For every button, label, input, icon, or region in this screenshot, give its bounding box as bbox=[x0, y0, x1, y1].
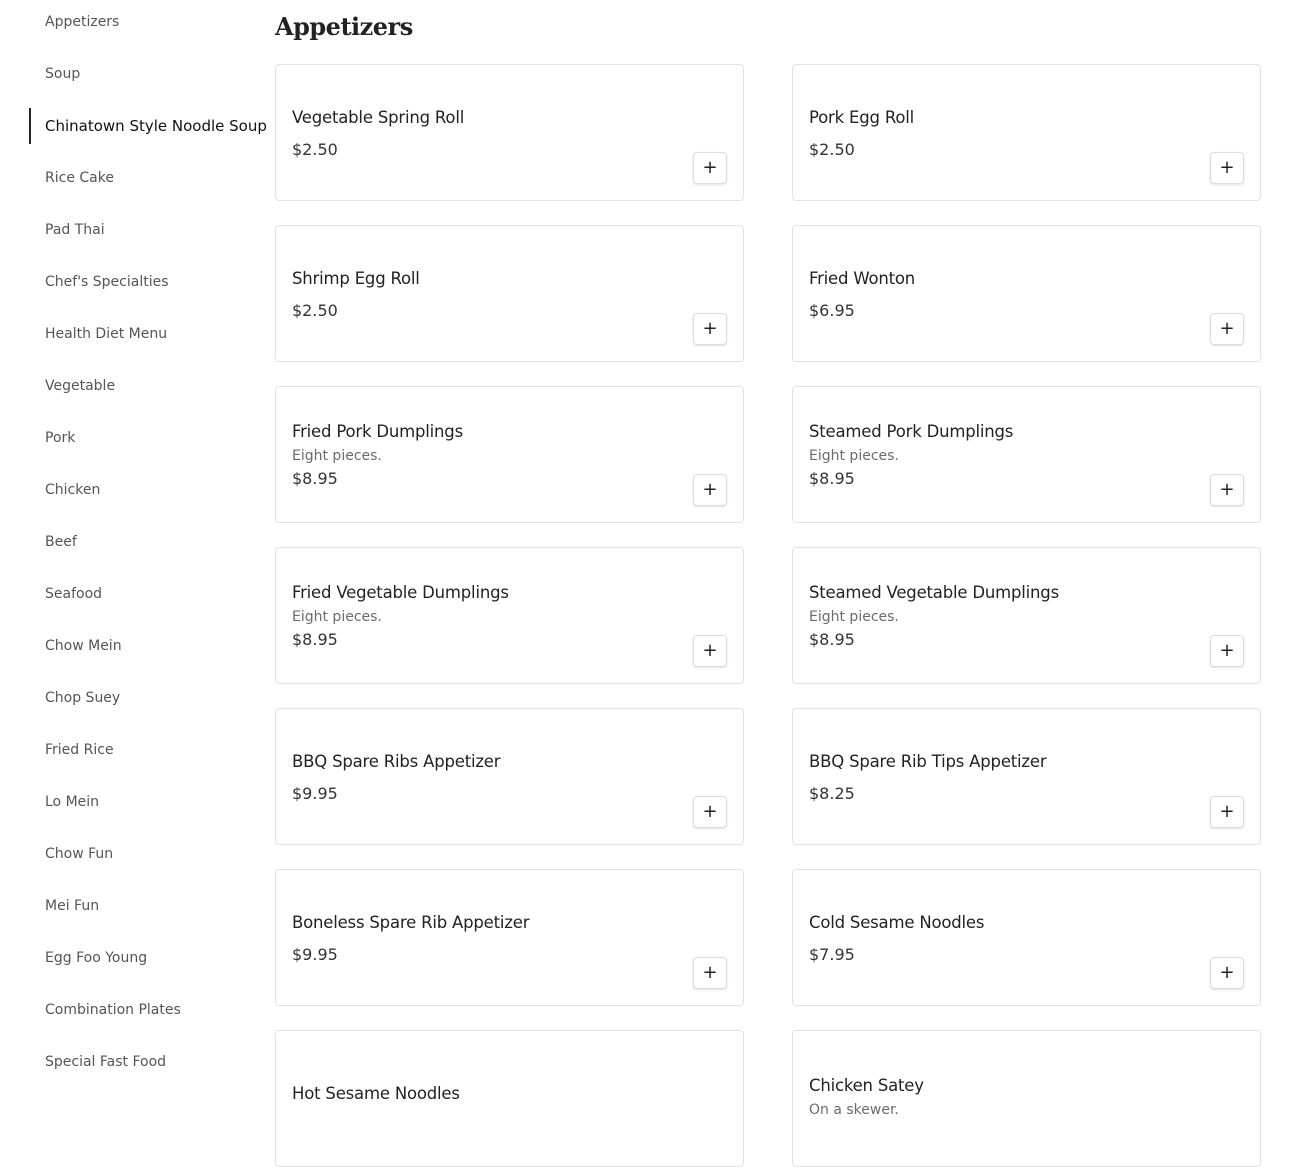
sidebar-item-lo-mein[interactable]: Lo Mein bbox=[45, 794, 100, 810]
item-price: $8.25 bbox=[809, 783, 855, 803]
item-name: Hot Sesame Noodles bbox=[292, 1083, 460, 1103]
menu-item-card[interactable] bbox=[275, 869, 744, 1006]
sidebar-item-appetizers[interactable]: Appetizers bbox=[45, 14, 120, 30]
sidebar-item-pad-thai[interactable]: Pad Thai bbox=[45, 222, 105, 238]
plus-icon: + bbox=[1219, 479, 1235, 500]
sidebar-item-chop-suey[interactable]: Chop Suey bbox=[45, 690, 121, 706]
item-name: Fried Pork Dumplings bbox=[292, 422, 463, 441]
add-item-button[interactable] bbox=[1210, 152, 1244, 184]
add-item-button[interactable] bbox=[693, 796, 727, 828]
sidebar-item-seafood[interactable]: Seafood bbox=[45, 586, 103, 602]
item-price: $8.95 bbox=[292, 630, 338, 649]
sidebar-item-chinatown-style-noodle-soup[interactable]: Chinatown Style Noodle Soup bbox=[29, 108, 227, 144]
item-description: Eight pieces. bbox=[809, 609, 899, 625]
add-item-button[interactable] bbox=[693, 152, 727, 184]
menu-item-card[interactable] bbox=[275, 547, 744, 684]
section-title: Appetizers bbox=[275, 12, 413, 41]
item-price: $2.50 bbox=[292, 300, 338, 320]
sidebar-item-soup[interactable]: Soup bbox=[45, 66, 81, 82]
sidebar-item-chefs-specialties[interactable]: Chef's Specialties bbox=[45, 274, 169, 290]
add-item-button[interactable] bbox=[693, 474, 727, 506]
category-sidebar bbox=[0, 0, 267, 1105]
item-name: Shrimp Egg Roll bbox=[292, 268, 420, 288]
plus-icon: + bbox=[1219, 962, 1235, 983]
menu-item-card[interactable] bbox=[275, 708, 744, 845]
plus-icon: + bbox=[702, 962, 718, 983]
menu-item-card[interactable] bbox=[792, 869, 1261, 1006]
item-price: $2.50 bbox=[809, 139, 855, 159]
add-item-button[interactable] bbox=[693, 635, 727, 667]
sidebar-item-chow-fun[interactable]: Chow Fun bbox=[45, 846, 114, 862]
sidebar-item-beef[interactable]: Beef bbox=[45, 534, 77, 550]
item-price: $7.95 bbox=[809, 944, 855, 964]
item-name: Chicken Satey bbox=[809, 1076, 924, 1095]
menu-item-card[interactable] bbox=[275, 225, 744, 362]
item-price: $8.95 bbox=[809, 469, 855, 488]
sidebar-item-pork[interactable]: Pork bbox=[45, 430, 76, 446]
plus-icon: + bbox=[702, 801, 718, 822]
sidebar-item-mei-fun[interactable]: Mei Fun bbox=[45, 898, 100, 914]
add-item-button[interactable] bbox=[1210, 313, 1244, 345]
menu-item-card[interactable] bbox=[792, 547, 1261, 684]
add-item-button[interactable] bbox=[693, 313, 727, 345]
item-description: Eight pieces. bbox=[809, 448, 899, 464]
add-item-button[interactable] bbox=[1210, 796, 1244, 828]
menu-item-card[interactable] bbox=[275, 64, 744, 201]
item-description: On a skewer. bbox=[809, 1102, 899, 1118]
sidebar-item-vegetable[interactable]: Vegetable bbox=[45, 378, 116, 394]
item-name: Cold Sesame Noodles bbox=[809, 912, 985, 932]
item-price: $9.95 bbox=[292, 783, 338, 803]
menu-item-card[interactable] bbox=[792, 1030, 1261, 1167]
item-description: Eight pieces. bbox=[292, 448, 382, 464]
menu-item-card[interactable] bbox=[792, 386, 1261, 523]
sidebar-item-egg-foo-young[interactable]: Egg Foo Young bbox=[45, 950, 148, 966]
item-description: Eight pieces. bbox=[292, 609, 382, 625]
item-name: Fried Vegetable Dumplings bbox=[292, 583, 509, 602]
menu-item-card[interactable] bbox=[275, 1030, 744, 1167]
plus-icon: + bbox=[702, 157, 718, 178]
sidebar-item-fried-rice[interactable]: Fried Rice bbox=[45, 742, 114, 758]
item-name: Fried Wonton bbox=[809, 268, 916, 288]
menu-item-card[interactable] bbox=[792, 64, 1261, 201]
item-price: $9.95 bbox=[292, 944, 338, 964]
item-name: Boneless Spare Rib Appetizer bbox=[292, 912, 530, 932]
item-name: Pork Egg Roll bbox=[809, 107, 915, 127]
sidebar-item-chow-mein[interactable]: Chow Mein bbox=[45, 638, 122, 654]
add-item-button[interactable] bbox=[1210, 957, 1244, 989]
plus-icon: + bbox=[702, 640, 718, 661]
sidebar-item-rice-cake[interactable]: Rice Cake bbox=[45, 170, 114, 186]
item-name: BBQ Spare Ribs Appetizer bbox=[292, 751, 501, 771]
item-price: $8.95 bbox=[809, 630, 855, 649]
item-name: Steamed Vegetable Dumplings bbox=[809, 583, 1059, 602]
item-price: $6.95 bbox=[809, 300, 855, 320]
plus-icon: + bbox=[1219, 801, 1235, 822]
sidebar-item-health-diet-menu[interactable]: Health Diet Menu bbox=[45, 326, 168, 342]
item-price: $8.95 bbox=[292, 469, 338, 488]
menu-item-card[interactable] bbox=[792, 225, 1261, 362]
add-item-button[interactable] bbox=[1210, 635, 1244, 667]
sidebar-item-special-fast-food[interactable]: Special Fast Food bbox=[45, 1054, 167, 1070]
item-name: Vegetable Spring Roll bbox=[292, 107, 465, 127]
plus-icon: + bbox=[1219, 318, 1235, 339]
add-item-button[interactable] bbox=[1210, 474, 1244, 506]
plus-icon: + bbox=[1219, 157, 1235, 178]
item-name: Steamed Pork Dumplings bbox=[809, 422, 1014, 441]
item-name: BBQ Spare Rib Tips Appetizer bbox=[809, 751, 1047, 771]
add-item-button[interactable] bbox=[693, 957, 727, 989]
menu-item-card[interactable] bbox=[792, 708, 1261, 845]
sidebar-item-combination-plates[interactable]: Combination Plates bbox=[45, 1002, 181, 1018]
plus-icon: + bbox=[702, 479, 718, 500]
menu-section bbox=[275, 0, 1265, 1118]
plus-icon: + bbox=[1219, 640, 1235, 661]
item-price: $2.50 bbox=[292, 139, 338, 159]
menu-item-card[interactable] bbox=[275, 386, 744, 523]
plus-icon: + bbox=[702, 318, 718, 339]
sidebar-item-chicken[interactable]: Chicken bbox=[45, 482, 101, 498]
